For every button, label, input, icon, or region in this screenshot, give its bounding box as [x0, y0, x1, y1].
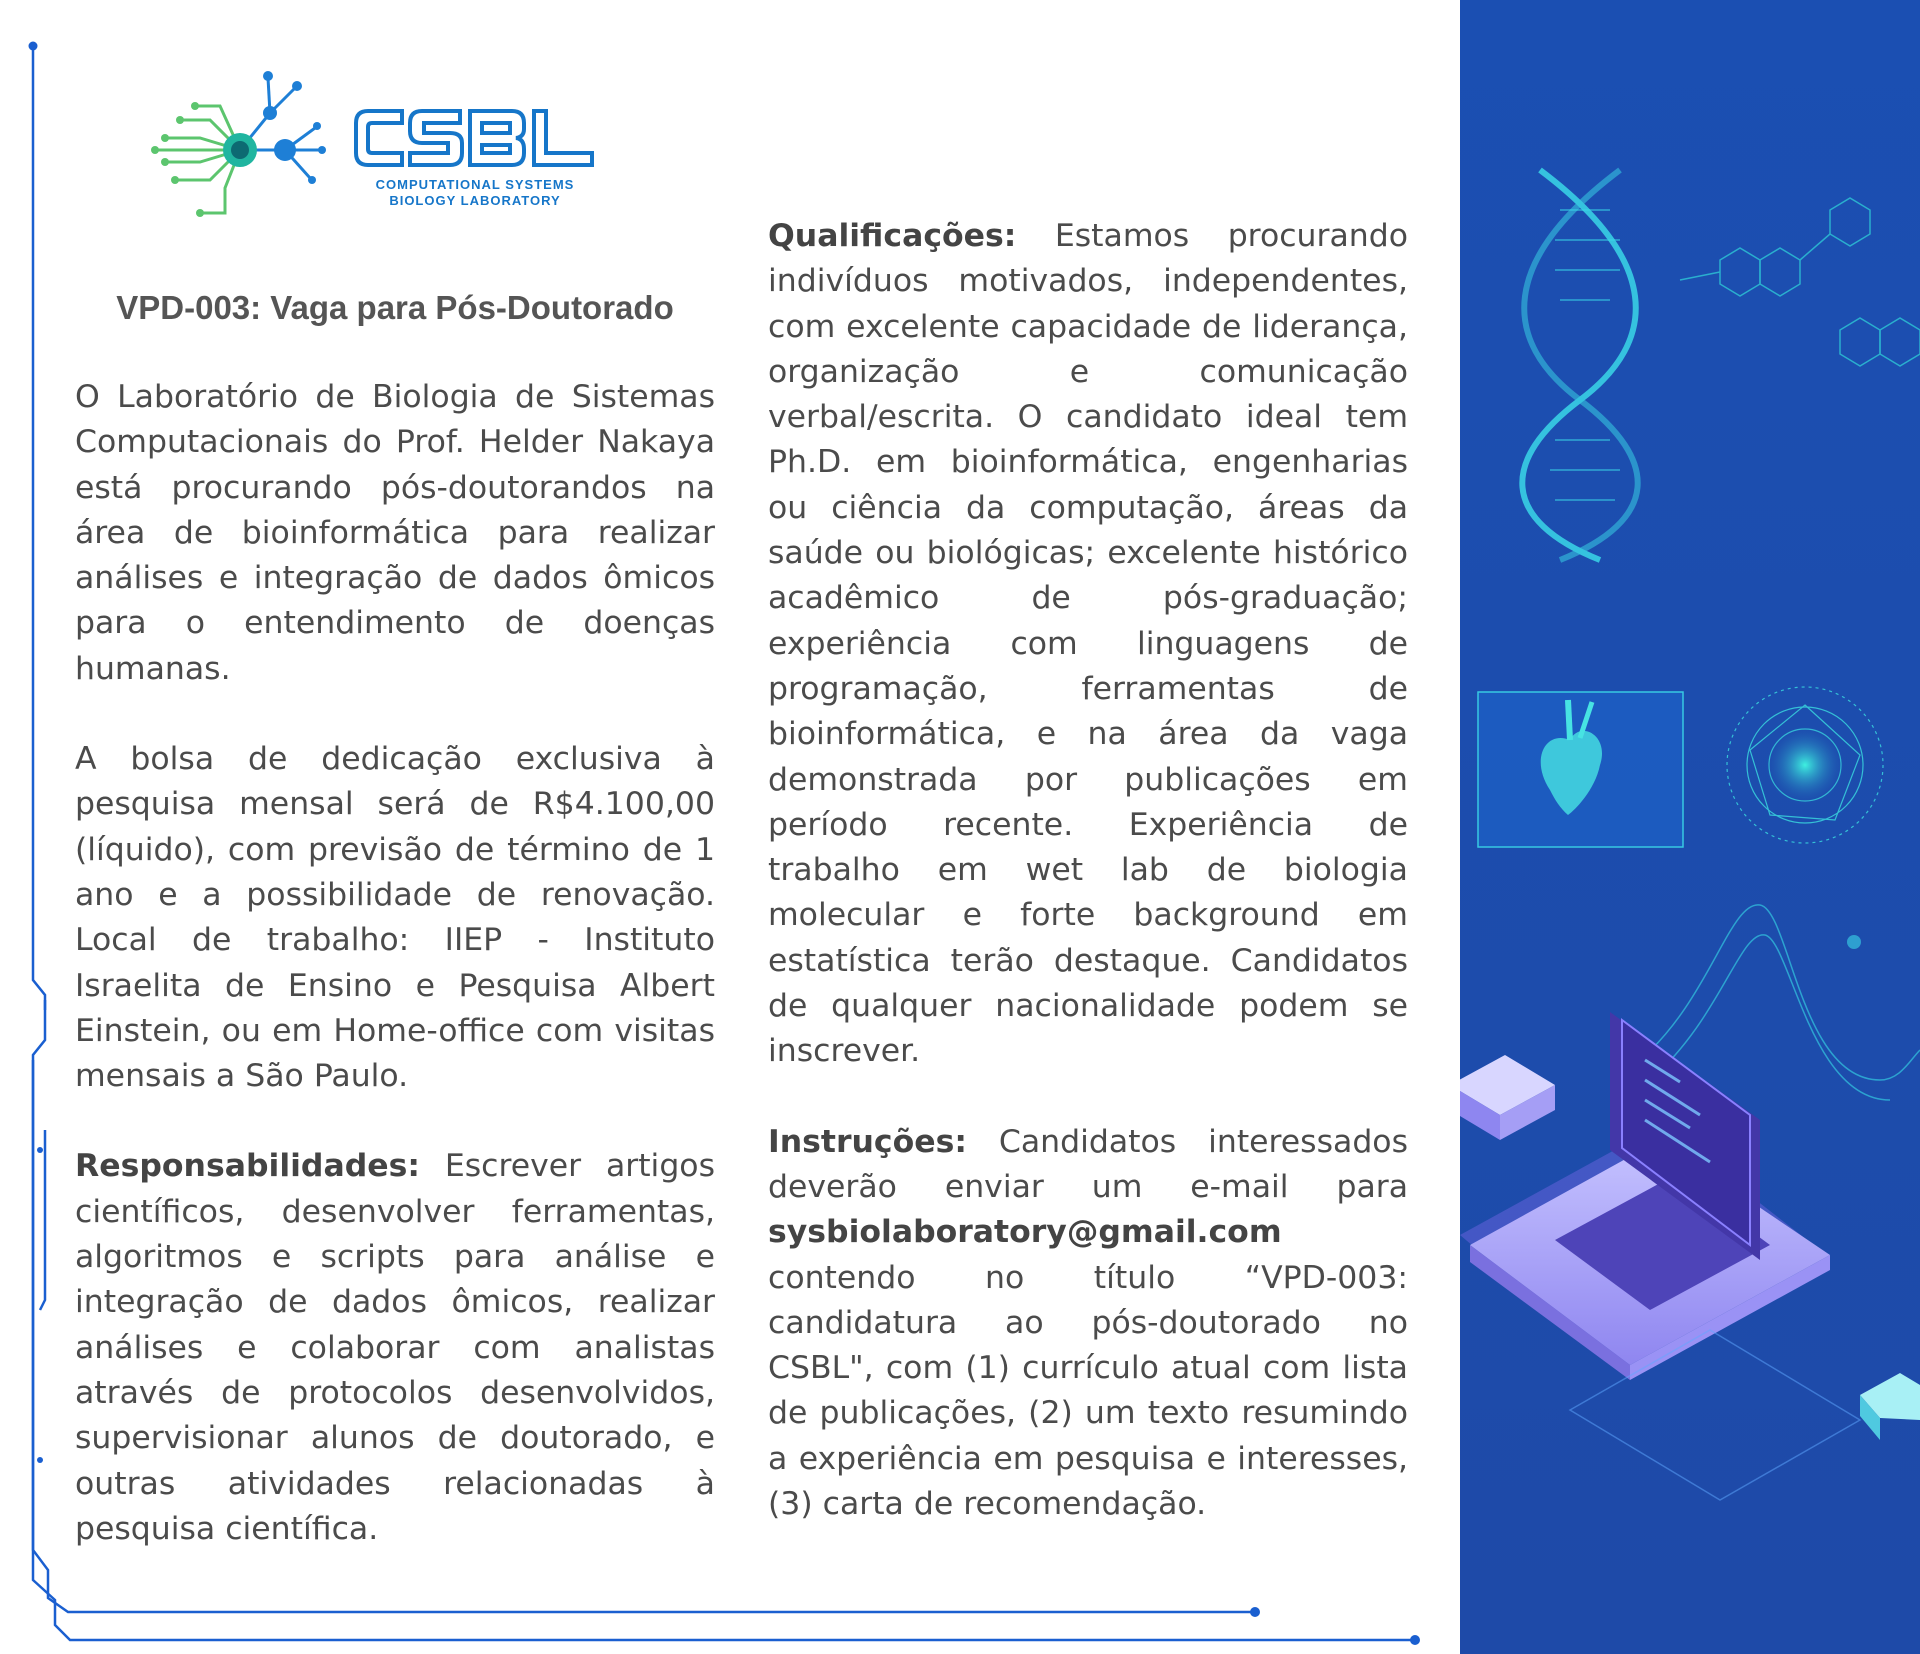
responsibilities-label: Responsabilidades:: [75, 1148, 420, 1185]
contact-email[interactable]: sysbiolaboratory@gmail.com: [768, 1214, 1282, 1251]
instructions-paragraph: [768, 1120, 1408, 1528]
instructions-text-after: contendo no título “VPD-003: candidatura ao pós-doutorado no CSBL", com (1) currículo atual com lista de publicações, (2) um texto resumindo a experiência em pesquisa e interesses, (3) carta de recomendação.: [768, 1259, 1408, 1523]
logo-subtitle-line1: COMPUTATIONAL SYSTEMS: [375, 177, 575, 192]
qualifications-paragraph: [768, 214, 1408, 1075]
csbl-wordmark: [350, 103, 600, 173]
grant-paragraph: A bolsa de dedicação exclusiva à pesquisa mensal será de R$4.100,00 (líquido), com previsão de término de 1 ano e a possibilidade de renovação. Local de trabalho: IIEP - Instituto Israelita de Ensino e Pesquisa Albert Einstein, ou em Home-office com visitas mensais a São Paulo.: [75, 741, 715, 1095]
left-column: [75, 375, 715, 1597]
page-title: VPD-003: Vaga para Pós-Doutorado: [116, 289, 674, 326]
instructions-text-before: Candidatos interessados deverão enviar um e-mail para: [768, 1123, 1408, 1205]
right-column: [768, 214, 1408, 1572]
heart-scan-icon: [1478, 692, 1683, 847]
logo-subtitle-line2: BIOLOGY LABORATORY: [389, 193, 561, 208]
qualifications-text: Estamos procurando indivíduos motivados, independentes, com excelente capacidade de liderança, organização e comunicação verbal/escrita. O candidato ideal tem Ph.D. em bioinformática, engenharias ou ciência da computação, áreas da saúde ou biológicas; excelente histórico acadêmico de pós-graduação; experiência com linguagens de programação, ferramentas de bioinformática, e na área da vaga demonstrada por publicações em período recente. Experiência de trabalho em wet lab de biologia molecular e forte background em estatística terão destaque. Candidatos de qualquer nacionalidade podem se inscrever.: [768, 218, 1408, 1070]
neural-network-icon: [140, 58, 340, 238]
csbl-logo: [140, 58, 620, 238]
responsibilities-paragraph: [75, 1144, 715, 1552]
qualifications-label: Qualificações:: [768, 218, 1017, 254]
responsibilities-text: Escrever artigos científicos, desenvolver ferramentas, algoritmos e scripts para análise e integração de dados ômicos, realizar análises e colaborar com analistas através de protocolos desenvolvidos, supervisionar alunos de doutorado, e outras atividades relacionadas à pesquisa científica.: [75, 1148, 715, 1547]
instructions-label: Instruções:: [768, 1123, 967, 1160]
intro-paragraph: O Laboratório de Biologia de Sistemas Computacionais do Prof. Helder Nakaya está procurando pós-doutorandos na área de bioinformática para realizar análises e integração de dados ômicos para o entendimento de doenças humanas.: [75, 379, 715, 687]
science-illustration-panel: [1460, 0, 1920, 1654]
